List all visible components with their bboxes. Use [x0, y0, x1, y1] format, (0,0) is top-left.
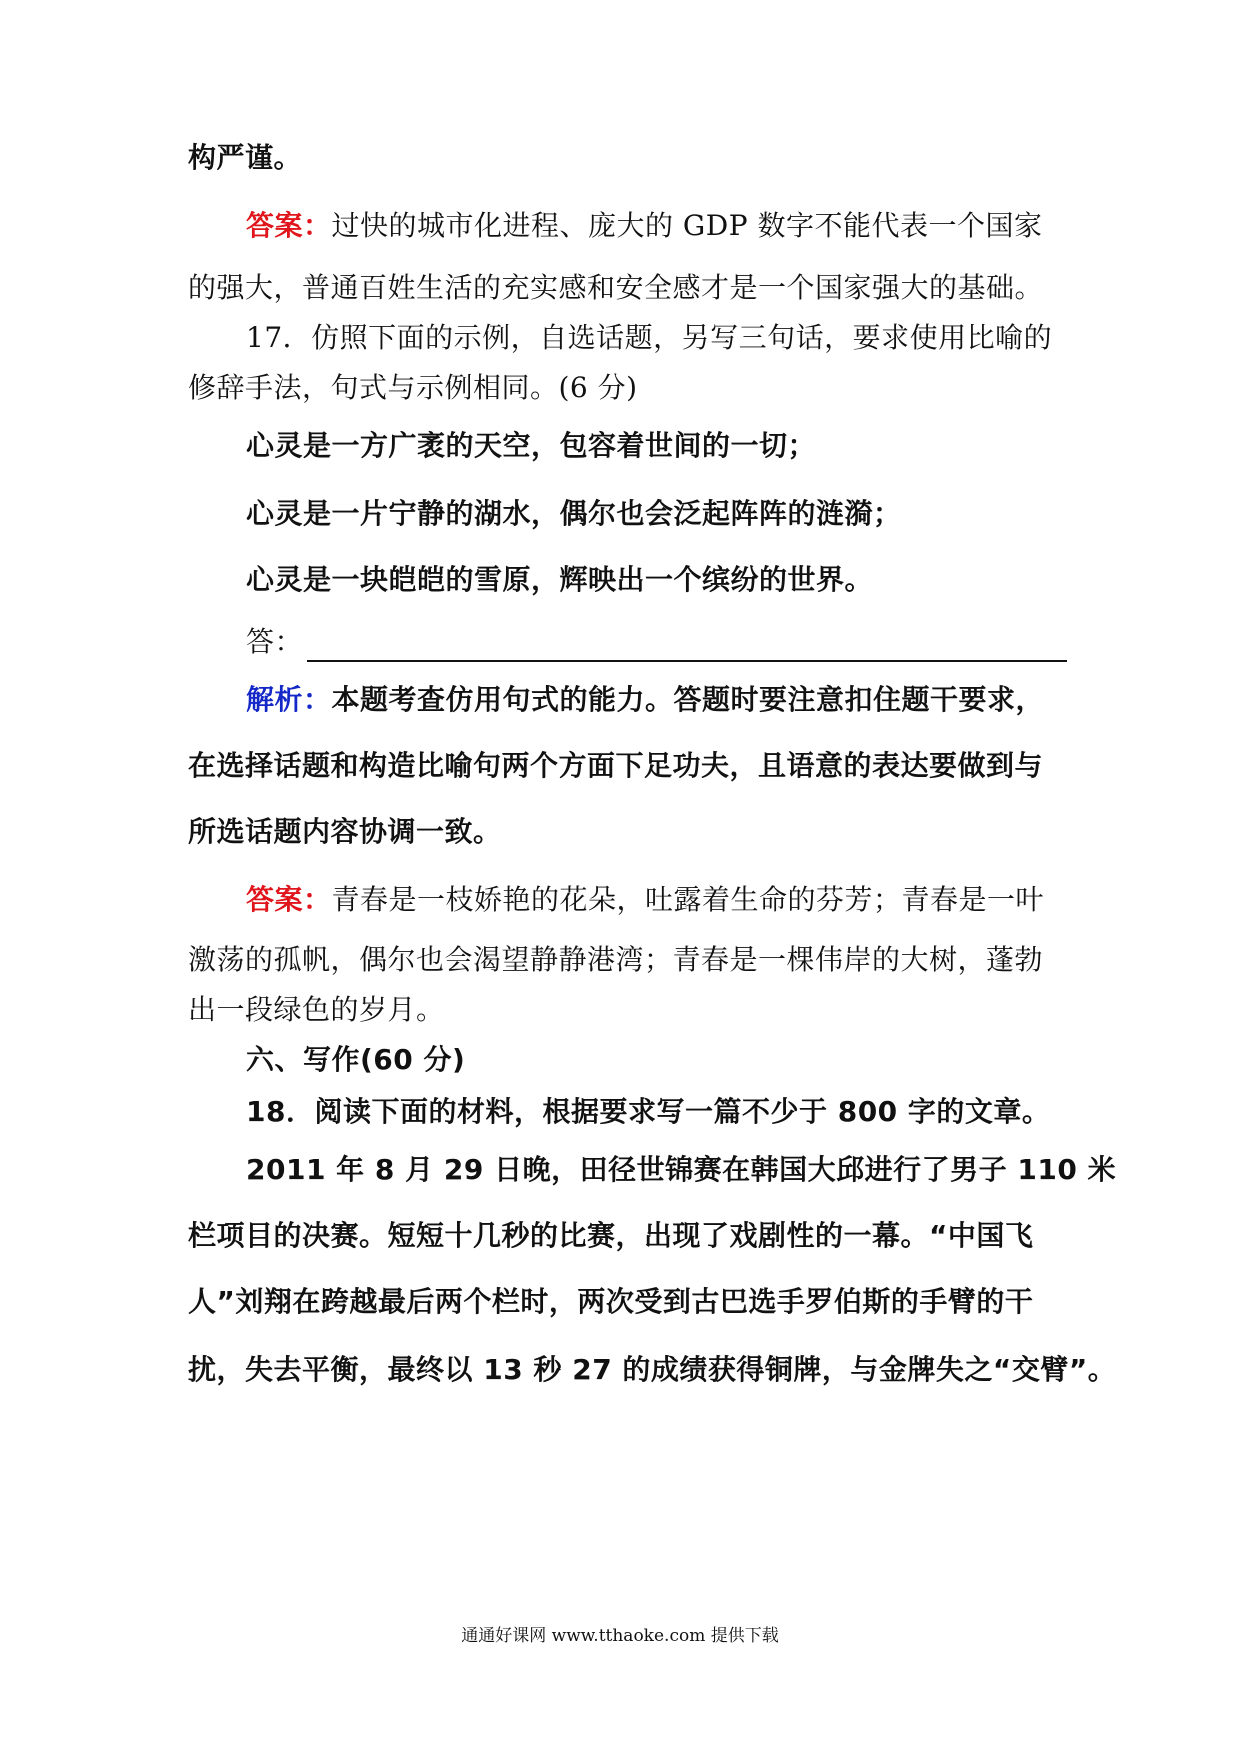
answer-label: 答案：: [246, 209, 332, 242]
q18-prompt: 18．阅读下面的材料，根据要求写一篇不少于 800 字的文章。: [246, 1095, 1051, 1128]
answer17-line1: [246, 880, 1058, 920]
section6-heading: 六、写作(60 分): [246, 1043, 466, 1076]
analysis-label: 解析：: [246, 683, 332, 716]
material-line4: 扰，失去平衡，最终以 13 秒 27 的成绩获得铜牌，与金牌失之“交臂”。: [188, 1353, 1117, 1386]
q17-example1: 心灵是一方广袤的天空，包容着世间的一切；: [246, 429, 817, 462]
material-line1: 2011 年 8 月 29 日晚，田径世锦赛在韩国大邱进行了男子 110 米: [246, 1153, 1117, 1186]
answer-label: 答案：: [246, 883, 332, 916]
q17-example3: 心灵是一块皑皑的雪原，辉映出一个缤纷的世界。: [246, 563, 874, 596]
q17-example2: 心灵是一片宁静的湖水，偶尔也会泛起阵阵的涟漪；: [246, 497, 902, 530]
analysis17-line2: 在选择话题和构造比喻句两个方面下足功夫，且语意的表达要做到与: [188, 749, 1044, 782]
material-line2: 栏项目的决赛。短短十几秒的比赛，出现了戏剧性的一幕。“中国飞: [188, 1219, 1034, 1252]
answer16-text1: 过快的城市化进程、庞大的 GDP 数字不能代表一个国家: [331, 209, 1043, 242]
footer-source: 通通好课网 www.tthaoke.com 提供下载: [461, 1626, 779, 1646]
analysis17-text1: 本题考查仿用句式的能力。答题时要注意扣住题干要求，: [331, 683, 1045, 716]
answer-blank-line[interactable]: [307, 630, 1067, 662]
q17-line1: 17．仿照下面的示例，自选话题，另写三句话，要求使用比喻的: [246, 321, 1053, 354]
q17-line2: 修辞手法，句式与示例相同。(6 分): [188, 371, 638, 404]
answer16-line1: [246, 206, 1058, 246]
answer17-line2: 激荡的孤帆，偶尔也会渴望静静港湾；青春是一棵伟岸的大树，蓬勃: [188, 943, 1044, 976]
analysis17-line1: [246, 680, 1058, 720]
material-line3: 人”刘翔在跨越最后两个栏时，两次受到古巴选手罗伯斯的手臂的干: [188, 1285, 1034, 1318]
answer16-line2: 的强大，普通百姓生活的充实感和安全感才是一个国家强大的基础。: [188, 271, 1044, 304]
q17-answer-row: [246, 622, 1058, 662]
answer17-text1: 青春是一枝娇艳的花朵，吐露着生命的芬芳；青春是一叶: [331, 883, 1045, 916]
answer-prompt: 答：: [246, 625, 304, 658]
answer17-line3: 出一段绿色的岁月。: [188, 993, 445, 1026]
analysis17-line3: 所选话题内容协调一致。: [188, 815, 502, 848]
prev-answer-tail: 构严谨。: [188, 141, 303, 174]
